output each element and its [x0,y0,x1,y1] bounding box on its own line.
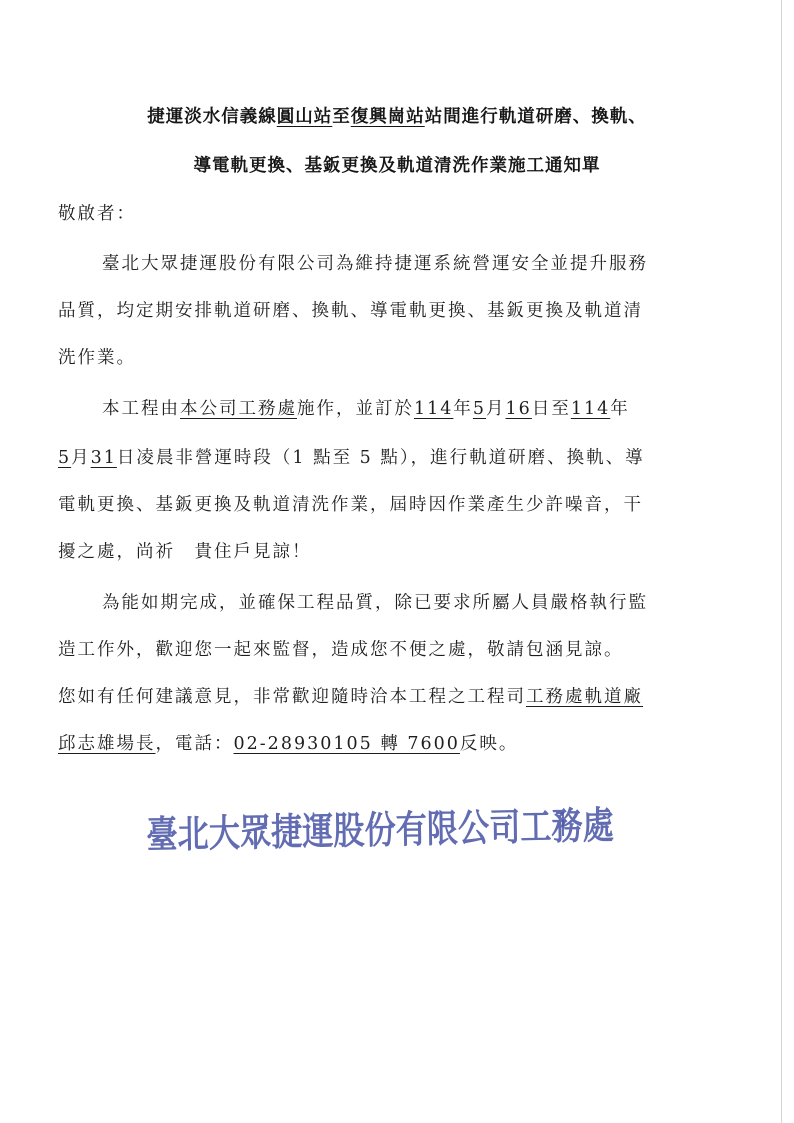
para2-line-2 [58,444,645,469]
para3-line-1: 為能如期完成，並確保工程品質，除已要求所屬人員嚴格執行監 [102,593,648,613]
para2-text: 月 [71,448,91,468]
end-day: 31 [90,448,117,468]
phone-number: 02-28930105 轉 7600 [233,734,460,754]
para2-line-3: 電軌更換、基鈑更換及軌道清洗作業，屆時因作業產生少許噪音，干 [58,495,643,515]
company-stamp: 臺北大眾捷運股份有限公司工務處 [146,802,615,857]
stamp-bracket-mark [556,812,564,836]
title-text: 站間進行軌道研磨、換軌、 [424,107,647,127]
phone-label: ，電話： [155,734,234,754]
para1-line-2: 品質，均定期安排軌道研磨、換軌、導電軌更換、基鈑更換及軌道清 [58,301,643,321]
para2-text: 年 [453,399,473,419]
contractor: 本公司工務處 [180,399,297,419]
para2-text: 日凌晨非營運時段（1 點至 5 點），進行軌道研磨、換軌、導 [116,448,645,468]
para3-line-4 [58,730,518,755]
page-edge-line [781,0,782,1123]
start-station: 圓山站 [276,107,333,127]
para1-line-1: 臺北大眾捷運股份有限公司為維持捷運系統營運安全並提升服務 [102,254,648,274]
para2-line-1 [102,395,630,420]
start-year: 114 [414,399,454,419]
title-text: 捷運淡水信義線 [147,107,277,127]
notice-title-line-1 [40,103,754,128]
para3-text: 您如有任何建議意見，非常歡迎隨時洽本工程之工程司 [58,687,526,707]
para2-text: 施作，並訂於 [297,399,414,419]
end-year: 114 [570,399,611,419]
para2-line-4: 擾之處，尚祈 貴住戶見諒！ [58,542,312,562]
start-day: 16 [505,399,532,419]
para2-text: 本工程由 [102,399,180,419]
contact-unit: 工務處軌道廠 [526,687,643,707]
para1-line-3: 洗作業。 [58,348,136,368]
para2-text: 年 [610,399,630,419]
para3-text: 反映。 [459,734,519,754]
para2-text: 月 [486,399,506,419]
para2-text: 日至 [531,399,571,419]
contact-person: 邱志雄場長 [58,734,156,754]
title-text: 至 [332,107,351,127]
greeting: 敬啟者： [58,204,136,224]
notice-title-line-2: 導電軌更換、基鈑更換及軌道清洗作業施工通知單 [193,156,601,176]
para3-line-3 [58,683,643,708]
start-month: 5 [472,399,487,419]
para3-line-2: 造工作外，歡迎您一起來監督，造成您不便之處，敬請包涵見諒。 [58,640,624,660]
end-month: 5 [58,448,72,468]
end-station: 復興崗站 [350,107,425,127]
